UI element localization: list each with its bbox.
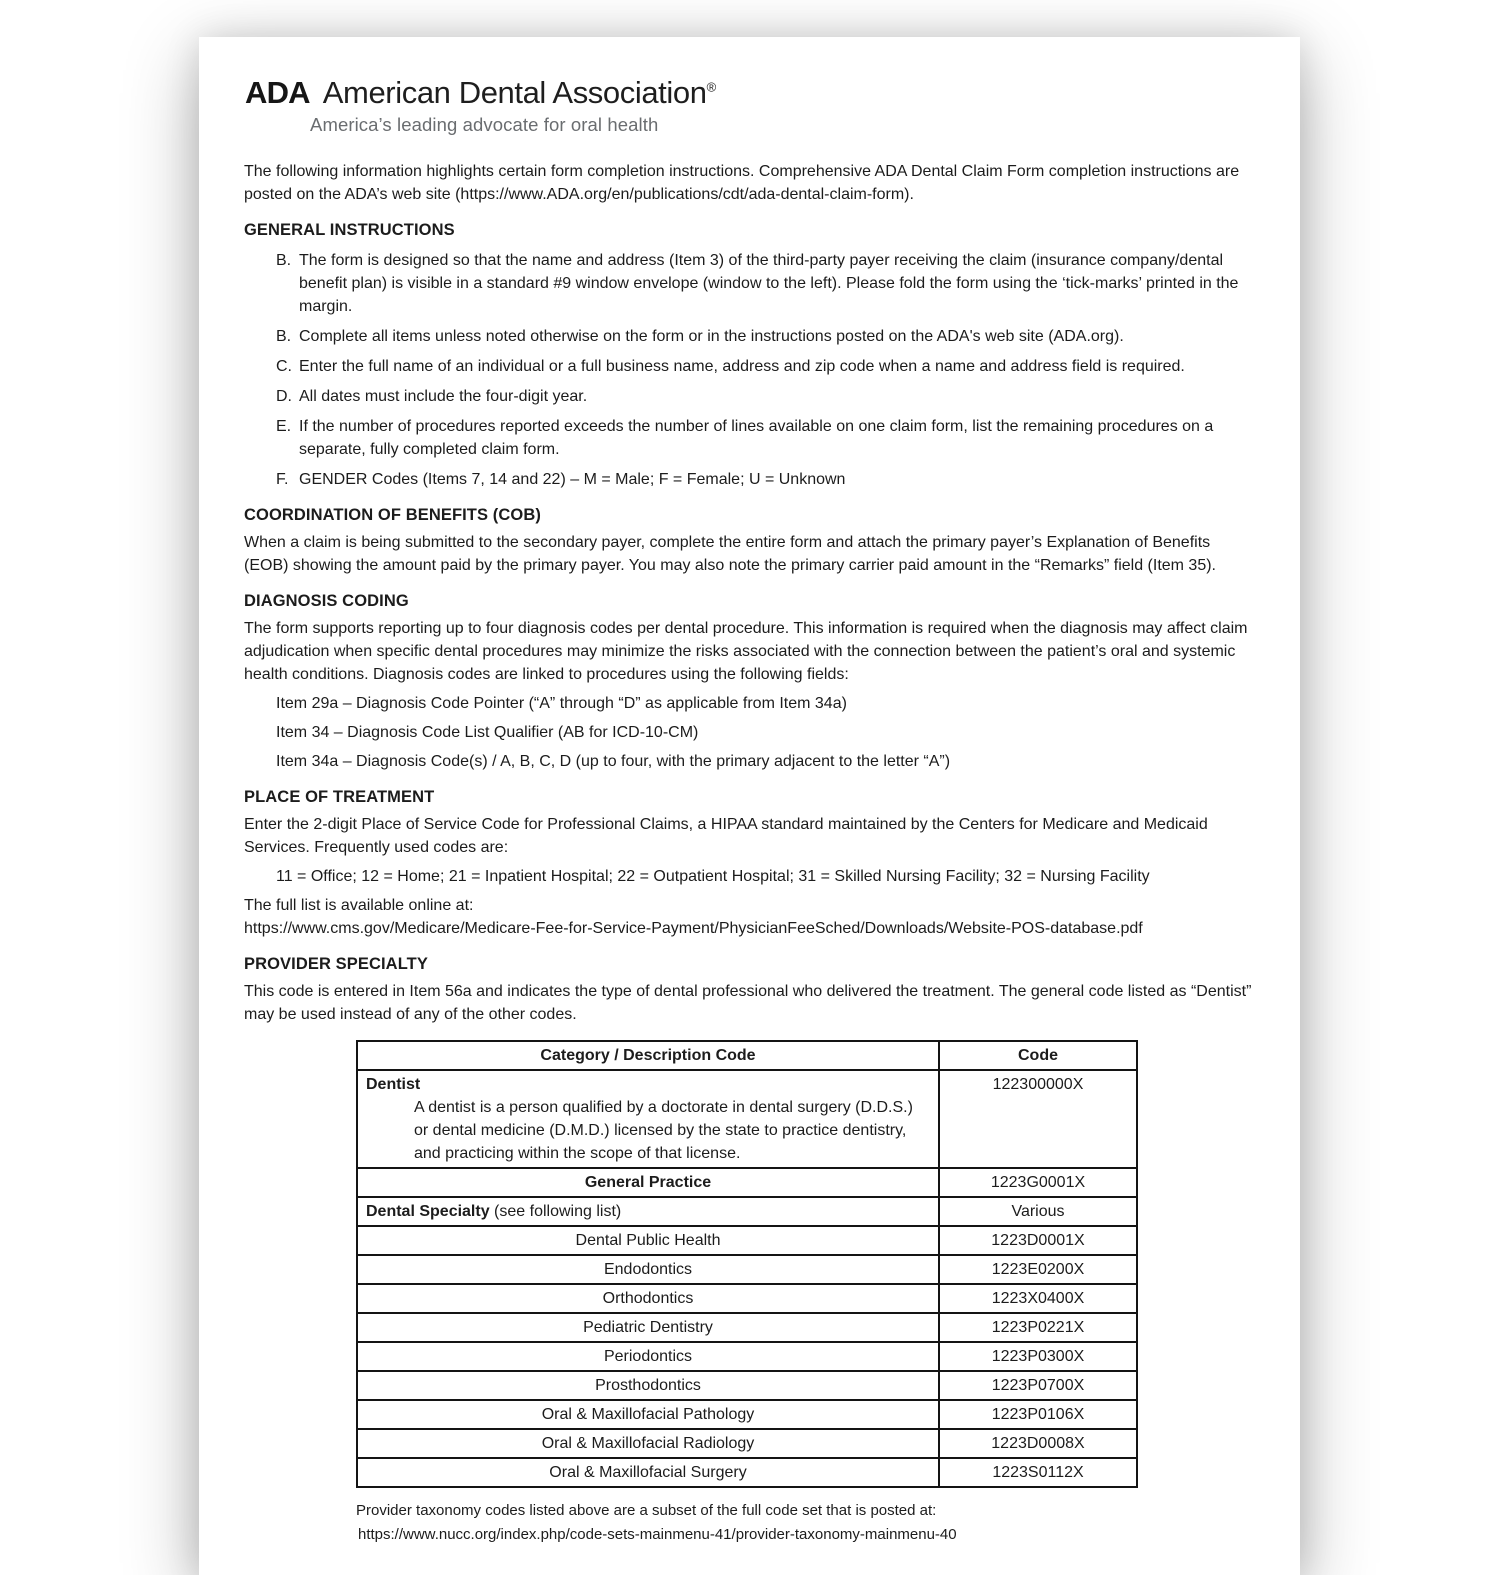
specialty-code: 1223P0300X bbox=[939, 1342, 1137, 1371]
specialty-code: 1223D0001X bbox=[939, 1226, 1137, 1255]
specialty-name: Periodontics bbox=[357, 1342, 939, 1371]
heading-general-instructions: GENERAL INSTRUCTIONS bbox=[244, 221, 455, 239]
ada-logo-title bbox=[323, 75, 716, 111]
specialty-code: 1223E0200X bbox=[939, 1255, 1137, 1284]
specialty-code: 1223P0106X bbox=[939, 1400, 1137, 1429]
list-item bbox=[244, 325, 1254, 348]
table-row bbox=[357, 1255, 1137, 1284]
document-content bbox=[244, 160, 1254, 1547]
dental-specialty-note: (see following list) bbox=[489, 1203, 622, 1220]
heading-place-of-treatment: PLACE OF TREATMENT bbox=[244, 788, 435, 806]
specialty-code: 1223P0221X bbox=[939, 1313, 1137, 1342]
table-row bbox=[357, 1313, 1137, 1342]
specialty-name: Oral & Maxillofacial Pathology bbox=[357, 1400, 939, 1429]
specialty-code: 1223P0700X bbox=[939, 1371, 1137, 1400]
table-footnote bbox=[356, 1499, 1254, 1547]
general-practice-code: 1223G0001X bbox=[939, 1168, 1137, 1197]
specialty-name: Oral & Maxillofacial Surgery bbox=[357, 1458, 939, 1487]
list-item-text: GENDER Codes (Items 7, 14 and 22) – M = Male; F = Female; U = Unknown bbox=[299, 471, 846, 488]
intro-paragraph: The following information highlights certain form completion instructions. Comprehensive ADA Dental Claim Form completion instructions are posted on the ADA’s web site (https://www.ADA.org/en/publications/cdt/ada-dental-claim-form). bbox=[244, 163, 1240, 203]
place-full-list-note: The full list is available online at: bbox=[244, 897, 474, 914]
list-item-text: All dates must include the four-digit year. bbox=[299, 388, 588, 405]
specialty-code: 1223S0112X bbox=[939, 1458, 1137, 1487]
specialty-name: Pediatric Dentistry bbox=[357, 1313, 939, 1342]
list-item bbox=[244, 415, 1254, 461]
footnote-url: https://www.nucc.org/index.php/code-sets-mainmenu-41/provider-taxonomy-mainmenu-40 bbox=[358, 1526, 957, 1543]
specialty-code: 1223D0008X bbox=[939, 1429, 1137, 1458]
place-full-list-url: https://www.cms.gov/Medicare/Medicare-Fee-for-Service-Payment/PhysicianFeeSched/Downloads/Website-POS-database.pdf bbox=[244, 920, 1143, 937]
table-row bbox=[357, 1342, 1137, 1371]
ada-logo bbox=[245, 75, 1254, 111]
table-row-general-practice bbox=[357, 1168, 1137, 1197]
list-item-letter: E. bbox=[276, 418, 292, 435]
general-instructions-list bbox=[244, 249, 1254, 491]
table-row-dental-specialty bbox=[357, 1197, 1137, 1226]
place-paragraph: Enter the 2-digit Place of Service Code for Professional Claims, a HIPAA standard maintained by the Centers for Medicare and Medicaid Services. Frequently used codes are: bbox=[244, 816, 1208, 856]
table-row bbox=[357, 1371, 1137, 1400]
list-item-letter: B. bbox=[276, 252, 292, 269]
diagnosis-item-29a: Item 29a – Diagnosis Code Pointer (“A” through “D” as applicable from Item 34a) bbox=[276, 695, 847, 712]
list-item-text: Complete all items unless noted otherwise on the form or in the instructions posted on the ADA's web site (ADA.org). bbox=[299, 328, 1124, 345]
heading-cob: COORDINATION OF BENEFITS (COB) bbox=[244, 506, 541, 524]
table-row bbox=[357, 1429, 1137, 1458]
list-item-letter: D. bbox=[276, 388, 292, 405]
diagnosis-paragraph: The form supports reporting up to four diagnosis codes per dental procedure. This information is required when the diagnosis may affect claim adjudication when specific dental procedures may minimize the risks associated with the connection between the patient’s oral and systemic health conditions. Diagnosis codes are linked to procedures using the following fields: bbox=[244, 620, 1248, 683]
table-row bbox=[357, 1400, 1137, 1429]
list-item bbox=[244, 468, 1254, 491]
general-practice-name: General Practice bbox=[357, 1168, 939, 1197]
list-item-text: Enter the full name of an individual or a full business name, address and zip code when a name and address field is required. bbox=[299, 358, 1185, 375]
dental-specialty-name: Dental Specialty bbox=[366, 1203, 490, 1220]
ada-tagline: America’s leading advocate for oral health bbox=[310, 114, 659, 135]
list-item bbox=[244, 249, 1254, 318]
dentist-name: Dentist bbox=[366, 1076, 421, 1093]
specialty-code: 1223X0400X bbox=[939, 1284, 1137, 1313]
table-row bbox=[357, 1458, 1137, 1487]
specialty-name: Endodontics bbox=[357, 1255, 939, 1284]
column-header-category: Category / Description Code bbox=[357, 1041, 939, 1070]
footnote-text: Provider taxonomy codes listed above are a subset of the full code set that is posted at: bbox=[356, 1502, 937, 1519]
registered-mark: ® bbox=[706, 79, 716, 95]
specialty-name: Dental Public Health bbox=[357, 1226, 939, 1255]
cob-paragraph: When a claim is being submitted to the secondary payer, complete the entire form and attach the primary payer’s Explanation of Benefits (EOB) showing the amount paid by the primary payer. You may also note the primary carrier paid amount in the “Remarks” field (Item 35). bbox=[244, 534, 1216, 574]
dentist-code: 122300000X bbox=[939, 1070, 1137, 1168]
provider-specialty-table bbox=[356, 1040, 1138, 1488]
table-row bbox=[357, 1226, 1137, 1255]
table-header-row bbox=[357, 1041, 1137, 1070]
diagnosis-item-34: Item 34 – Diagnosis Code List Qualifier (AB for ICD-10-CM) bbox=[276, 724, 699, 741]
dentist-cell bbox=[357, 1070, 939, 1168]
column-header-code: Code bbox=[939, 1041, 1137, 1070]
heading-diagnosis-coding: DIAGNOSIS CODING bbox=[244, 592, 409, 610]
specialty-name: Orthodontics bbox=[357, 1284, 939, 1313]
heading-provider-specialty: PROVIDER SPECIALTY bbox=[244, 955, 428, 973]
specialty-name: Oral & Maxillofacial Radiology bbox=[357, 1429, 939, 1458]
list-item bbox=[244, 355, 1254, 378]
table-row bbox=[357, 1284, 1137, 1313]
list-item-text: The form is designed so that the name and address (Item 3) of the third-party payer receiving the claim (insurance company/dental benefit plan) is visible in a standard #9 window envelope (window to the left). Please fold the form using the ‘tick-marks’ printed in the margin. bbox=[299, 252, 1239, 315]
dental-specialty-cell bbox=[357, 1197, 939, 1226]
ada-logo-title-text: American Dental Association bbox=[322, 75, 707, 110]
table-row-dentist bbox=[357, 1070, 1137, 1168]
list-item-letter: F. bbox=[276, 471, 289, 488]
list-item-letter: B. bbox=[276, 328, 292, 345]
specialty-name: Prosthodontics bbox=[357, 1371, 939, 1400]
dental-specialty-code: Various bbox=[939, 1197, 1137, 1226]
list-item-text: If the number of procedures reported exceeds the number of lines available on one claim form, list the remaining procedures on a separate, fully completed claim form. bbox=[299, 418, 1214, 458]
place-codes-line: 11 = Office; 12 = Home; 21 = Inpatient Hospital; 22 = Outpatient Hospital; 31 = Skilled Nursing Facility; 32 = Nursing Facility bbox=[276, 868, 1150, 885]
document-page bbox=[199, 37, 1300, 1575]
dentist-description: A dentist is a person qualified by a doctorate in dental surgery (D.D.S.) or dental medicine (D.M.D.) licensed by the state to practice dentistry, and practicing within the scope of that license. bbox=[414, 1099, 913, 1162]
provider-paragraph: This code is entered in Item 56a and indicates the type of dental professional who delivered the treatment. The general code listed as “Dentist” may be used instead of any of the other codes. bbox=[244, 983, 1252, 1023]
ada-logo-abbr: ADA bbox=[245, 75, 310, 110]
list-item-letter: C. bbox=[276, 358, 292, 375]
diagnosis-item-34a: Item 34a – Diagnosis Code(s) / A, B, C, D (up to four, with the primary adjacent to the letter “A”) bbox=[276, 753, 951, 770]
list-item bbox=[244, 385, 1254, 408]
